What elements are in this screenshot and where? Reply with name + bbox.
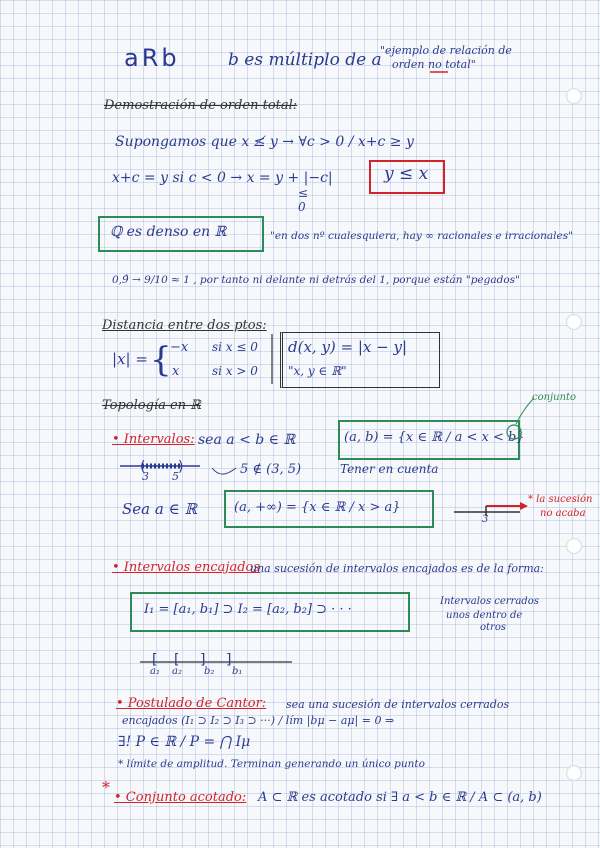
nested-bracket-a1: [: [152, 652, 158, 668]
cantor-line3: ∃! P ∈ ℝ / P = ⋂ Iμ: [118, 734, 251, 750]
case1-value: −x: [170, 340, 189, 355]
periodic-line: 0,9̂ → 9/10 ≈ 1 , por tanto ni delante ni detrás del 1, porque están "pegados": [112, 274, 520, 286]
piecewise-brace: {: [150, 340, 172, 380]
demo-line1: Supongamos que x ≰ y → ∀c > 0 / x+c ≥ y: [115, 134, 414, 150]
case2-condition: si x > 0: [212, 364, 258, 378]
cantor-line2: encajados (I₁ ⊃ I₂ ⊃ I₃ ⊃ ···) / lím |bμ − aμ| = 0 ⇒: [122, 714, 395, 727]
distance-title: Distancia entre dos ptos:: [102, 318, 267, 333]
ray-note-2: no acaba: [540, 508, 586, 519]
demo-title: Demostración de orden total:: [104, 98, 298, 113]
ray-def: (a, +∞) = {x ∈ ℝ / x > a}: [234, 500, 401, 515]
conjunto-pointer: [516, 398, 534, 424]
nested-sketch-b1: b₁: [232, 666, 243, 677]
topology-title: Topología en ℝ: [102, 398, 201, 413]
nested-sketch-a1: a₁: [150, 666, 160, 677]
bounded-label: • Conjunto acotado:: [114, 790, 247, 805]
intervals-label: • Intervalos:: [112, 432, 195, 447]
demo-result: y ≤ x: [384, 164, 429, 184]
abs-label: |x| =: [112, 350, 148, 368]
nested-side-2: unos dentro de: [446, 610, 523, 621]
case2-value: x: [172, 364, 180, 379]
dense-note: "en dos nº cualesquiera, hay ∞ racionales e irracionales": [270, 230, 573, 242]
interval-open-left: (: [140, 459, 146, 475]
exclusion-note: Tener en cuenta: [340, 462, 439, 476]
relation-note-line2: orden no total": [392, 58, 476, 71]
relation-heading: aRb: [124, 44, 180, 72]
relation-note-line1: "ejemplo de relación de: [380, 44, 512, 57]
sea-text: Sea a ∈ ℝ: [122, 500, 197, 518]
demo-line2: x+c = y si c < 0 → x = y + |−c|: [112, 170, 333, 186]
nested-sketch-a2: a₂: [172, 666, 182, 677]
bounded-asterisk: *: [102, 778, 110, 797]
nested-bracket-a2: [: [174, 652, 180, 668]
distance-formula: d(x, y) = |x − y|: [288, 338, 408, 356]
nested-bracket-b2: ]: [200, 652, 206, 668]
ray-note-1: * la sucesión: [528, 494, 593, 505]
nested-bracket-b1: ]: [226, 652, 232, 668]
exclusion-text: 5 ∉ (3, 5): [240, 462, 302, 477]
nested-sketch-b2: b₂: [204, 666, 215, 677]
nested-text: una sucesión de intervalos encajados es de la forma:: [250, 562, 544, 575]
interval-def: (a, b) = {x ∈ ℝ / a < x < b}: [344, 430, 525, 445]
distance-formula-cond: "x, y ∈ ℝ": [288, 364, 347, 378]
dense-statement: ℚ es denso en ℝ: [110, 224, 227, 240]
cantor-text: sea una sucesión de intervalos cerrados: [286, 698, 510, 711]
interval-arrow: [212, 468, 236, 474]
intervals-text: sea a < b ∈ ℝ: [198, 432, 296, 448]
ray-tick-label: 3: [482, 514, 489, 525]
sketch-label-3: 3: [142, 470, 149, 483]
sketch-label-5: 5: [172, 470, 179, 483]
bounded-text: A ⊂ ℝ es acotado si ∃ a < b ∈ ℝ / A ⊂ (a, b): [258, 790, 542, 805]
nested-label: • Intervalos encajados: [112, 560, 261, 575]
ray-arrowhead: [520, 502, 528, 510]
demo-zero-below: ≤ 0: [298, 186, 309, 214]
cantor-line4: * límite de amplitud. Terminan generando un único punto: [118, 758, 425, 770]
interval-open-right: ): [178, 459, 184, 475]
nested-formula: I₁ = [a₁, b₁] ⊃ I₂ = [a₂, b₂] ⊃ · · ·: [144, 602, 352, 617]
case1-condition: si x ≤ 0: [212, 340, 258, 354]
conjunto-label: conjunto: [532, 392, 577, 403]
cantor-label: • Postulado de Cantor:: [116, 696, 267, 711]
relation-statement: b es múltiplo de a: [228, 50, 382, 70]
nested-side-3: otros: [480, 622, 506, 633]
nested-side-1: Intervalos cerrados: [440, 596, 539, 607]
conjunto-circle: [507, 425, 521, 439]
